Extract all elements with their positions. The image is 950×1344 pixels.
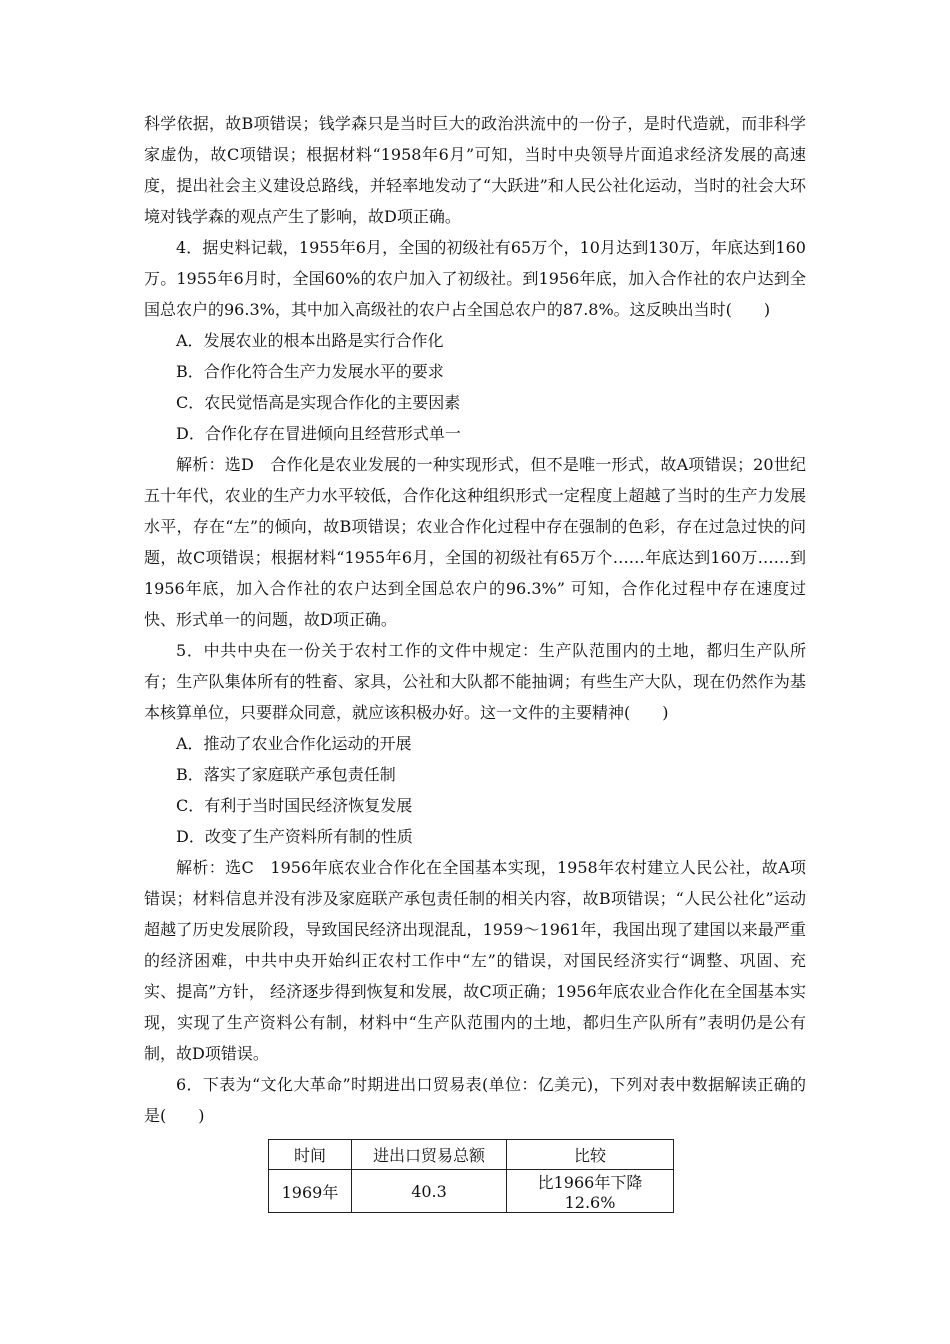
trade-table [268, 1139, 674, 1213]
question-4-analysis: 解析：选D 合作化是农业发展的一种实现形式，但不是唯一形式，故A项错误；20世纪五十年代，农业的生产力水平较低，合作化这种组织形式一定程度上超越了当时的生产力发展水平，存在“左”的倾向，故B项错误；农业合作化过程中存在强制的色彩，存在过急过快的问题，故C项错误；根据材料“1955年6月，全国的初级社有65万个……年底达到160万……到1956年底，加入合作社的农户达到全国总农户的96.3%” 可知，合作化过程中存在速度过快、形式单一的问题，故D项正确。 [144, 455, 806, 629]
intro-paragraph: 科学依据，故B项错误；钱学森只是当时巨大的政治洪流中的一份子，是时代造就，而非科学家虚伪，故C项错误；根据材料“1958年6月”可知，当时中央领导片面追求经济发展的高速度，提出社会主义建设总路线，并轻率地发动了“大跃进”和人民公社化运动，当时的社会大环境对钱学森的观点产生了影响，故D项正确。 [144, 114, 806, 226]
question-6 [144, 1069, 806, 1213]
question-6-stem: 6．下表为“文化大革命”时期进出口贸易表(单位：亿美元)，下列对表中数据解读正确的是( ) [144, 1075, 806, 1125]
table-row [269, 1170, 674, 1213]
question-5-stem: 5．中共中央在一份关于农村工作的文件中规定：生产队范围内的土地，都归生产队所有；生产队集体所有的牲畜、家具，公社和大队都不能抽调；有些生产大队，现在仍然作为基本核算单位，只要群众同意，就应该积极办好。这一文件的主要精神( ) [144, 641, 806, 722]
question-4-option-c: C．农民觉悟高是实现合作化的主要因素 [176, 393, 461, 412]
table-cell-year: 1969年 [269, 1170, 352, 1213]
question-5-option-d: D．改变了生产资料所有制的性质 [176, 827, 413, 846]
question-5-option-c: C．有利于当时国民经济恢复发展 [176, 796, 413, 815]
question-4-option-d: D．合作化存在冒进倾向且经营形式单一 [176, 424, 461, 443]
question-5-analysis: 解析：选C 1956年底农业合作化在全国基本实现，1958年农村建立人民公社，故A项错误；材料信息并没有涉及家庭联产承包责任制的相关内容，故B项错误；“人民公社化”运动超越了历史发展阶段，导致国民经济出现混乱，1959～1961年，我国出现了建国以来最严重的经济困难，中共中央开始纠正农村工作中“左”的错误，对国民经济实行“调整、巩固、充实、提高”方针， 经济逐步得到恢复和发展，故C项正确；1956年底农业合作化在全国基本实现，实现了生产资料公有制，材料中“生产队范围内的土地，都归生产队所有”表明仍是公有制，故D项错误。 [144, 858, 806, 1063]
table-cell-comparison: 比1966年下降12.6% [507, 1170, 674, 1213]
table-header-cell: 比较 [507, 1140, 674, 1170]
table-header-cell: 进出口贸易总额 [352, 1140, 507, 1170]
table-header-cell: 时间 [269, 1140, 352, 1170]
question-5 [144, 635, 806, 1069]
question-5-option-a: A．推动了农业合作化运动的开展 [176, 734, 412, 753]
document-page [144, 108, 806, 1213]
question-5-option-b: B．落实了家庭联产承包责任制 [176, 765, 396, 784]
question-4 [144, 232, 806, 635]
table-header-row [269, 1140, 674, 1170]
question-4-option-a: A．发展农业的根本出路是实行合作化 [176, 331, 444, 350]
question-4-option-b: B．合作化符合生产力发展水平的要求 [176, 362, 444, 381]
question-4-stem: 4．据史料记载，1955年6月，全国的初级社有65万个，10月达到130万，年底达到160万。1955年6月时，全国60%的农户加入了初级社。到1956年底，加入合作社的农户达到全国总农户的96.3%，其中加入高级社的农户占全国总农户的87.8%。这反映出当时( ) [144, 238, 806, 319]
table-cell-total: 40.3 [352, 1170, 507, 1213]
